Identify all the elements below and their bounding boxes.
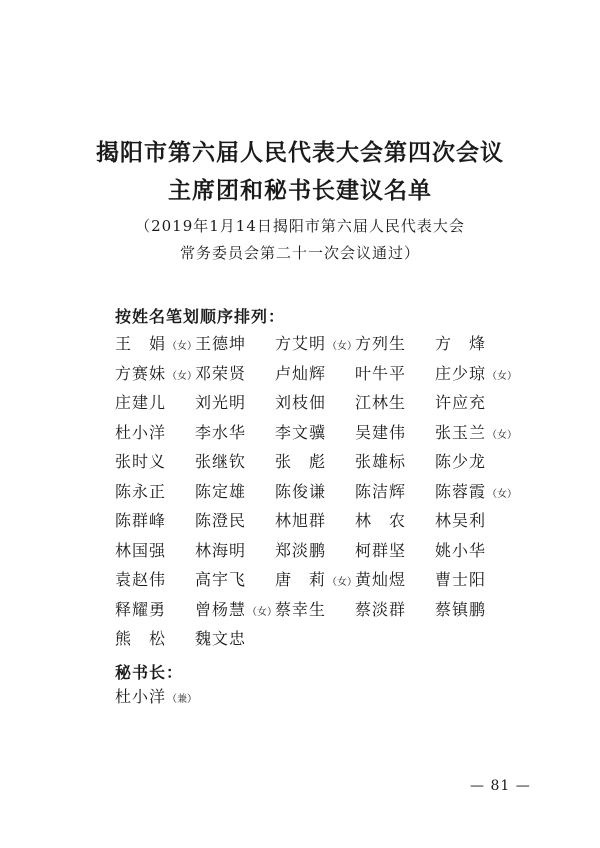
member-name: 张继钦 [195,452,247,471]
member-name: 曾杨慧 [195,599,247,619]
presidium-row [115,628,535,658]
document-title-line-1: 揭阳市第六届人民代表大会第四次会议 [96,139,504,166]
presidium-member [435,569,486,591]
member-name: 黄灿煜 [355,570,407,589]
member-female-note: （女） [167,370,198,382]
member-name: 陈澄民 [195,511,247,530]
presidium-member [195,333,246,355]
member-name: 刘枝佃 [275,393,327,412]
presidium-member [435,481,517,506]
member-name: 蔡淡群 [355,599,407,619]
member-female-note: （女） [167,341,198,352]
presidium-member [115,363,197,388]
member-name: 柯群坚 [355,540,407,560]
presidium-member [275,363,326,385]
member-name: 刘光明 [195,393,247,412]
member-name: 袁赵伟 [115,570,167,589]
presidium-member [355,569,406,591]
presidium-member [355,422,406,444]
member-name: 魏文忠 [195,629,247,648]
member-name: 蔡镇鹏 [435,599,487,619]
presidium-member [115,540,166,562]
presidium-member [355,451,406,473]
presidium-member [195,569,246,591]
member-name: 江林生 [355,393,407,412]
presidium-member [115,599,166,621]
presidium-member [435,599,486,621]
presidium-member [115,481,166,503]
member-name: 卢灿辉 [275,363,327,383]
member-name: 姚小华 [435,540,487,560]
presidium-member [115,392,166,414]
presidium-member [355,363,406,385]
member-name: 陈洁辉 [355,481,407,501]
member-name: 林海明 [195,540,247,560]
presidium-member [435,510,486,532]
member-name: 林国强 [115,540,167,560]
member-name: 郑淡鹏 [275,540,327,560]
presidium-row [115,540,535,570]
member-name: 许应充 [435,393,487,412]
member-name: 叶牛平 [355,363,407,383]
member-name: 方列生 [355,334,407,353]
presidium-member [435,451,486,473]
presidium-member [275,451,326,473]
member-name: 王德坤 [195,334,247,353]
presidium-member [275,540,326,562]
presidium-member [435,540,486,562]
member-name: 李水华 [195,422,247,442]
presidium-member [355,333,406,355]
presidium-member [195,451,246,473]
member-name: 方艾明 [275,334,327,353]
member-name: 林吴利 [435,511,487,530]
presidium-row [115,333,535,363]
presidium-member [275,333,357,358]
member-name: 陈定雄 [195,481,247,501]
presidium-row [115,510,535,540]
presidium-member [435,422,517,447]
member-female-note: （女） [327,341,358,352]
member-name: 熊 松 [115,629,167,648]
presidium-row [115,481,535,511]
presidium-member [195,363,246,385]
presidium-member [115,333,197,358]
member-name: 庄少琼 [435,363,487,383]
document-subtitle-line-1: （2019年1月14日揭阳市第六届人民代表大会 [135,217,465,235]
presidium-member [435,363,517,388]
presidium-member [195,392,246,414]
member-name: 陈蓉霞 [435,481,487,501]
member-name: 张 彪 [275,452,327,471]
presidium-member [355,481,406,503]
presidium-member [115,451,166,473]
member-name: 杜小洋 [115,422,167,442]
presidium-member [195,510,246,532]
member-name: 方 烽 [435,334,487,353]
presidium-member [195,422,246,444]
member-name: 陈俊谦 [275,481,327,501]
member-name: 方赛妹 [115,363,167,383]
member-female-note: （女） [247,606,278,618]
member-name: 庄建儿 [115,393,167,412]
presidium-heading: 按姓名笔划顺序排列： [115,307,286,326]
presidium-member [115,628,166,650]
member-name: 张玉兰 [435,422,487,442]
presidium-member [275,422,326,444]
presidium-member [275,569,357,594]
presidium-member [115,510,166,532]
page-number: — 81 — [470,778,531,794]
member-name: 吴建伟 [355,422,407,442]
member-female-note: （女） [487,370,518,382]
presidium-member [355,392,406,414]
presidium-member [275,599,326,621]
presidium-member [115,569,166,591]
member-name: 蔡幸生 [275,599,327,619]
member-female-note: （女） [487,429,518,441]
member-name: 李文骥 [275,422,327,442]
presidium-member [115,422,166,444]
presidium-member [195,481,246,503]
document-subtitle-line-2: 常务委员会第二十一次会议通过） [179,244,420,262]
presidium-name-list [115,333,535,658]
presidium-member [275,392,326,414]
secretary-heading: 秘书长： [115,663,184,682]
member-name: 释耀勇 [115,599,167,619]
member-female-note: （女） [327,577,358,588]
presidium-member [195,599,277,624]
member-name: 林旭群 [275,511,327,530]
member-name: 高宇飞 [195,570,247,589]
member-name: 邓荣贤 [195,363,247,383]
member-name: 陈少龙 [435,452,487,471]
presidium-member [275,481,326,503]
member-name: 张雄标 [355,452,407,471]
presidium-row [115,422,535,452]
presidium-member [355,540,406,562]
presidium-member [355,599,406,621]
member-name: 林 农 [355,511,407,530]
presidium-member [195,628,246,650]
member-name: 张时义 [115,452,167,471]
presidium-row [115,599,535,629]
presidium-row [115,392,535,422]
presidium-member [275,510,326,532]
member-female-note: （女） [487,488,518,500]
presidium-member [195,540,246,562]
secretary-entry [115,686,197,711]
document-title-line-2: 主席团和秘书长建议名单 [168,177,432,204]
member-name: 曹士阳 [435,570,487,589]
secretary-name: 杜小洋 [115,687,167,706]
presidium-row [115,569,535,599]
member-name: 王 娟 [115,334,167,353]
presidium-member [435,392,486,414]
presidium-row [115,451,535,481]
secretary-note: （兼） [167,694,198,705]
presidium-row [115,363,535,393]
presidium-member [435,333,486,355]
member-name: 唐 莉 [275,570,327,589]
member-name: 陈永正 [115,481,167,501]
member-name: 陈群峰 [115,511,167,530]
presidium-member [355,510,406,532]
